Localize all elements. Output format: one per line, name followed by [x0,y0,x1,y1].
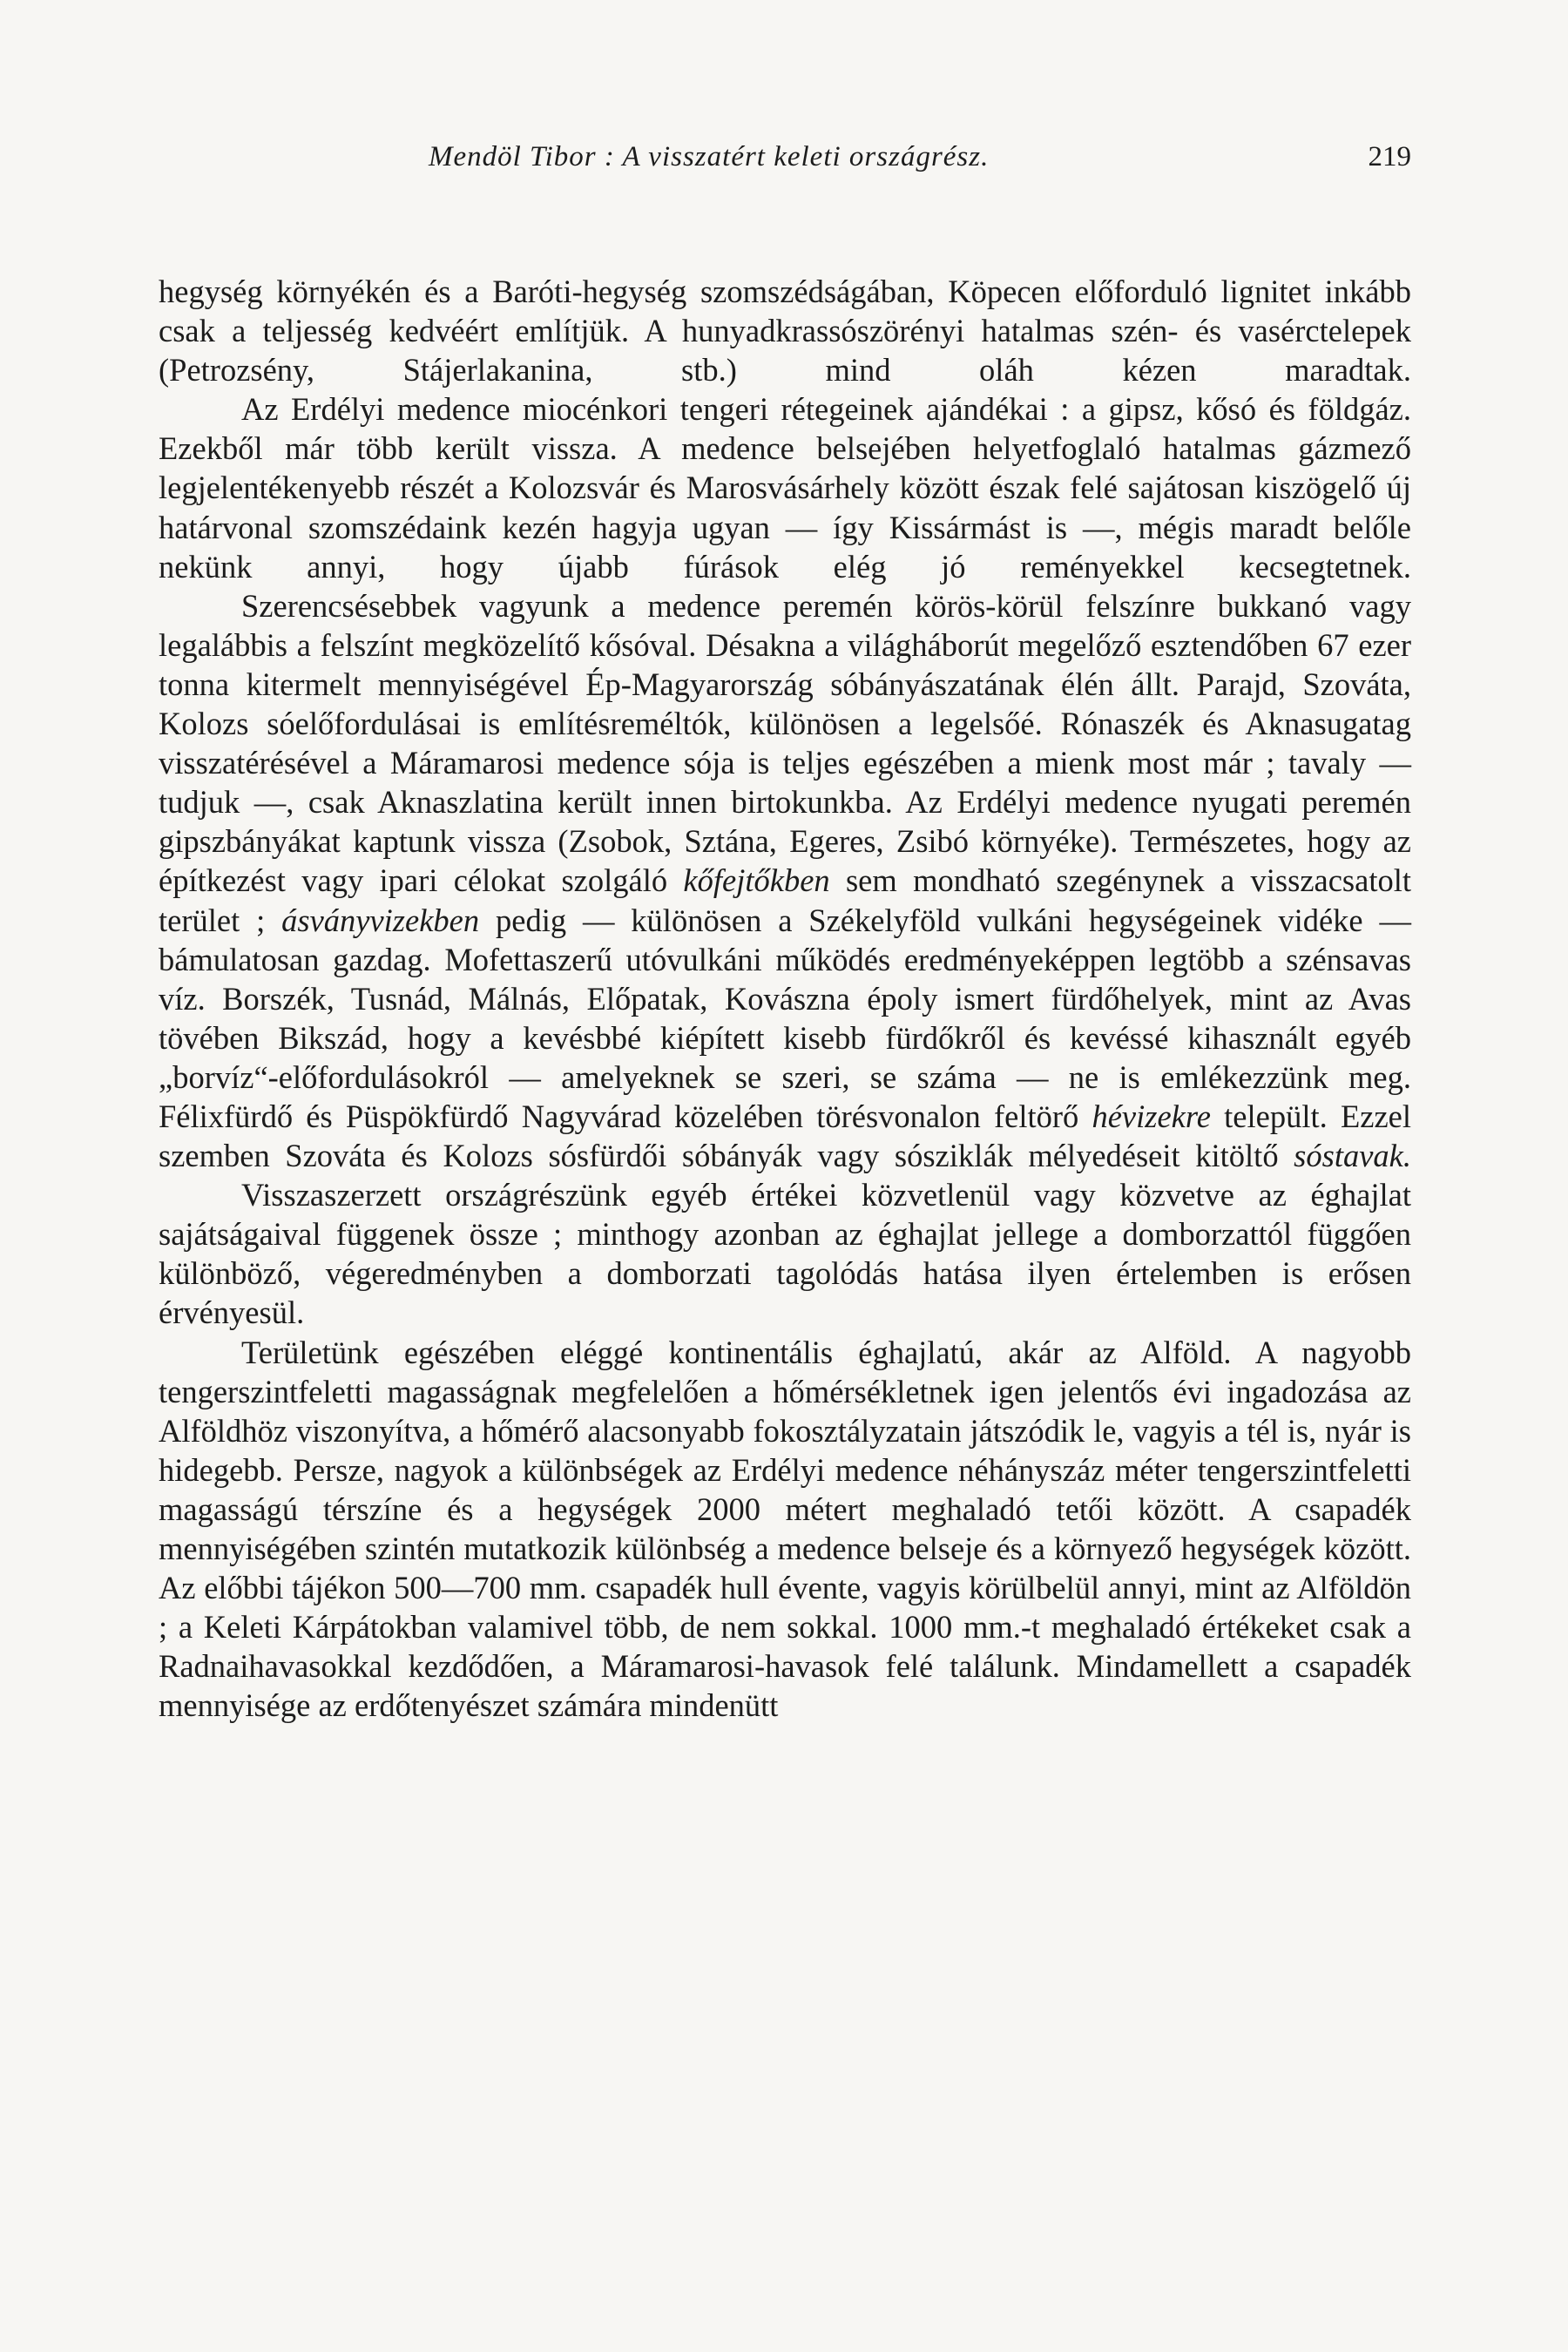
text-run: hegység környékén és a Baróti-hegység szomszédságában, Köpecen előforduló lignitet inkább csak a teljesség kedvéért említjük. A hunyadkrassószörényi hatalmas szén- és vasérctelepek (Petrozsény, Stájerlakanina, stb.) mind oláh kézen maradtak. [159,274,1411,389]
text-run: Területünk egészében eléggé kontinentális éghajlatú, akár az Alföld. A nagyobb tengerszintfeletti magasságnak megfelelően a hőmérsékletnek igen jelentős évi ingadozása az Alföldhöz viszonyítva, a hőmérő alacsonyabb fokosztályzatain játszódik le, vagyis a tél is, nyár is hidegebb. Persze, nagyok a különbségek az Erdélyi medence néhányszáz méter tengerszintfeletti magasságú térszíne és a hegységek 2000 métert meghaladó tetői között. A csapadék mennyiségében szintén mutatkozik különbség a medence belseje és a környező hegységek között. Az előbbi tájékon 500—700 mm. csapadék hull évente, vagyis körülbelül annyi, mint az Alföldön ; a Keleti Kárpátokban valamivel több, de nem sokkal. 1000 mm.-t meghaladó értékeket csak a Radnaihavasokkal kezdődően, a Máramarosi-havasok felé találunk. Mindamellett a csapadék mennyisége az erdőtenyészet számára mindenütt [159,1334,1411,1724]
paragraph-1 [159,272,1411,389]
italic-term: hévizekre [1092,1098,1211,1134]
body-text [159,272,1411,1725]
text-run: Az Erdélyi medence miocénkori tengeri rétegeinek ajándékai : a gipsz, kősó és földgáz. Ezekből már több került vissza. A medence belsejében helyetfoglaló hatalmas gázmező legjelentékenyebb részét a Kolozsvár és Marosvásárhely között észak felé sajátosan kiszögelő új határvonal szomszédaink kezén hagyja ugyan — így Kissármást is —, mégis maradt belőle nekünk annyi, hogy újabb fúrások elég jó reményekkel kecsegtetnek. [159,391,1411,585]
italic-term: ásványvizekben [281,902,480,938]
italic-term: sóstavak. [1294,1138,1411,1174]
text-run: Szerencsésebbek vagyunk a medence peremén körös-körül felszínre bukkanó vagy legalábbis a felszínt megközelítő kősóval. Désakna a világháborút megelőző esztendőben 67 ezer tonna kitermelt mennyiségével Ép-Magyarország sóbányászatának élén állt. Parajd, Szováta, Kolozs sóelőfordulásai is említésreméltók, különösen a legelsőé. Rónaszék és Aknasugatag visszatérésével a Máramarosi medence sója is teljes egészében a mienk most már ; tavaly — tudjuk —, csak Aknaszlatina került innen birtokunkba. Az Erdélyi medence nyugati peremén gipszbányákat kaptunk vissza (Zsobok, Sztána, Egeres, Zsibó környéke). Természetes, hogy az építkezést vagy ipari célokat szolgáló [159,587,1411,899]
text-run: pedig — különösen a Székelyföld vulkáni hegységeinek vidéke — bámulatosan gazdag. Mofettaszerű utóvulkáni működés eredményeképpen legtöbb a szénsavas víz. Borszék, Tusnád, Málnás, Előpatak, Kovászna époly ismert fürdőhelyek, mint az Avas tövében Bikszád, hogy a kevésbbé kiépített kisebb fürdőkről és kevéssé kihasznált egyéb „borvíz“-előfordulásokról — amelyeknek se szeri, se száma — ne is emlékezzünk meg. Félixfürdő és Püspökfürdő Nagyvárad közelében törésvonalon feltörő [159,902,1411,1134]
paragraph-2 [159,389,1411,585]
page-number: 219 [1368,141,1411,172]
paragraph-4 [159,1175,1411,1332]
paragraph-5 [159,1333,1411,1726]
italic-term: kőfejtőkben [683,862,830,899]
text-run: sem mondható szegénynek a visszacsatolt terület ; [159,862,1411,938]
text-run: Visszaszerzett országrészünk egyéb értékei közvetlenül vagy közvetve az éghajlat sajátságaival függenek össze ; minthogy azonban az éghajlat jellege a domborzattól függően különböző, végeredményben a domborzati tagolódás hatása ilyen értelemben is erősen érvényesül. [159,1177,1411,1331]
running-header [159,141,1411,183]
paragraph-3 [159,586,1411,1175]
text-run: települt. Ezzel szemben Szováta és Kolozs sósfürdői sóbányák vagy sósziklák mélyedéseit kitöltő [159,1098,1411,1174]
running-title: Mendöl Tibor : A visszatért keleti országrész. [429,141,990,172]
